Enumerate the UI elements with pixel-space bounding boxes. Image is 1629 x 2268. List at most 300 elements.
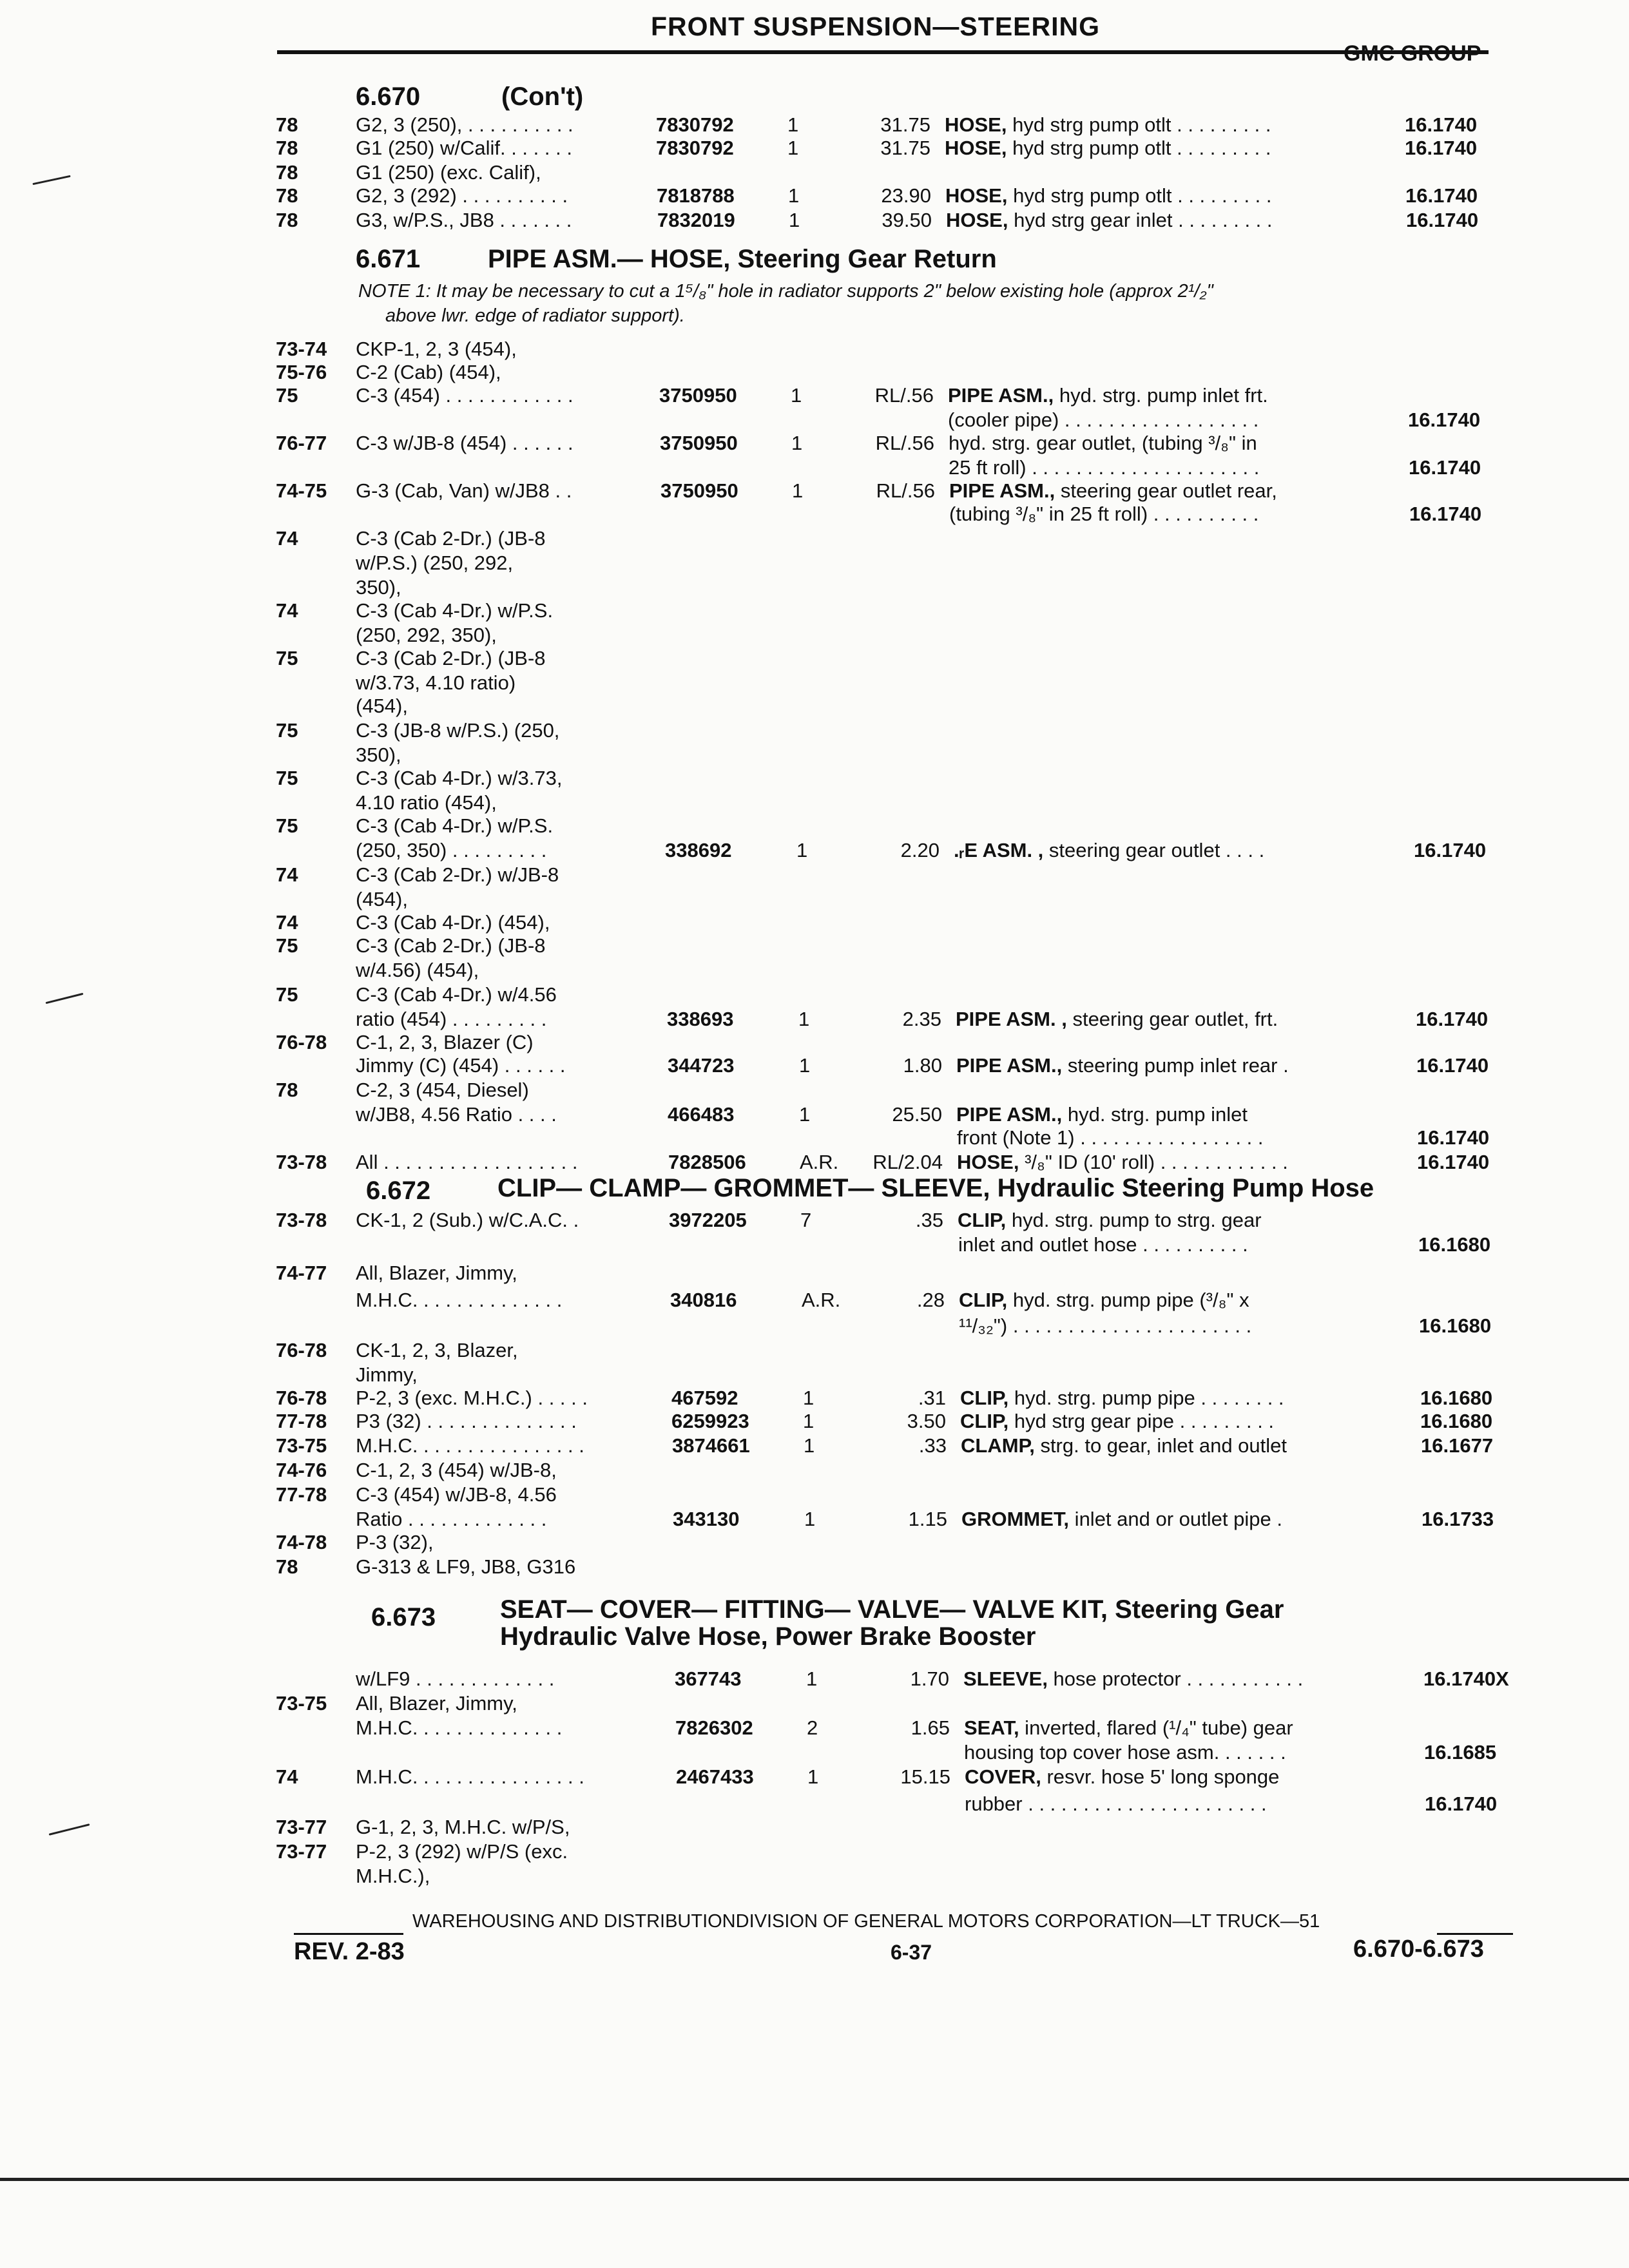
- row-application: 350),: [356, 576, 401, 599]
- row-application: (454),: [356, 695, 408, 717]
- table-row: [0, 1314, 1629, 1340]
- table-row: [0, 767, 1629, 793]
- row-application: w/P.S.) (250, 292,: [356, 552, 514, 574]
- row-description-text: hyd. strg. pump pipe (³/₈" x: [1007, 1289, 1249, 1311]
- row-application: C-3 (JB-8 w/P.S.) (250,: [356, 719, 560, 742]
- row-price: .35: [915, 1209, 943, 1231]
- row-group-number: 16.1740: [1414, 839, 1487, 861]
- row-year: 74-75: [276, 479, 327, 502]
- row-part-number: 3750950: [660, 432, 738, 454]
- row-part-number: 3750950: [659, 384, 737, 407]
- row-year: 73-74: [276, 338, 327, 360]
- row-application: C-3 (Cab 2-Dr.) (JB-8: [356, 934, 546, 957]
- row-part-number: 6259923: [671, 1410, 749, 1432]
- table-row: [0, 1792, 1629, 1818]
- row-description: [961, 1508, 1282, 1531]
- row-group-number: 16.1740: [1405, 184, 1478, 207]
- row-price: .31: [918, 1387, 946, 1409]
- table-row: [0, 624, 1629, 649]
- row-description: [945, 113, 1271, 137]
- section-title: PIPE ASM.— HOSE, Steering Gear Return: [488, 245, 997, 273]
- row-price: RL/.56: [876, 479, 935, 502]
- row-description-text: strg. to gear, inlet and outlet: [1034, 1434, 1287, 1457]
- row-application: G1 (250) (exc. Calif),: [356, 161, 541, 184]
- row-year: 77-78: [276, 1483, 327, 1506]
- row-application: (250, 292, 350),: [356, 624, 497, 646]
- table-row: [0, 1667, 1629, 1693]
- row-application: P-2, 3 (292) w/P/S (exc.: [356, 1840, 568, 1863]
- table-row: [0, 503, 1629, 528]
- row-description: [945, 184, 1272, 207]
- row-year: 76-78: [276, 1387, 327, 1409]
- row-application: ratio (454) . . . . . . . . .: [356, 1008, 547, 1030]
- row-description-name: CLIP,: [960, 1387, 1009, 1409]
- row-description-name: COVER,: [965, 1765, 1041, 1788]
- row-application: 4.10 ratio (454),: [356, 791, 497, 814]
- row-application: (454),: [356, 888, 408, 910]
- row-description-text: hyd strg gear pipe . . . . . . . . .: [1008, 1410, 1275, 1432]
- row-description: [960, 1410, 1274, 1433]
- row-year: 74-76: [276, 1459, 327, 1481]
- table-row: [0, 671, 1629, 697]
- row-year: 75: [276, 934, 298, 957]
- row-year: 73-75: [276, 1434, 327, 1457]
- table-row: [0, 1840, 1629, 1866]
- section-number: 6.673: [371, 1603, 436, 1631]
- row-description-text: (tubing ³/₈" in 25 ft roll) . . . . . . . . . .: [949, 503, 1259, 525]
- row-description: [957, 1126, 1263, 1149]
- row-application: C-3 w/JB-8 (454) . . . . . .: [356, 432, 574, 454]
- table-row: [0, 1483, 1629, 1509]
- row-description: [965, 1792, 1267, 1816]
- table-row: [0, 1079, 1629, 1104]
- row-application: G-1, 2, 3, M.H.C. w/P/S,: [356, 1816, 570, 1838]
- section-number: 6.672: [366, 1177, 431, 1205]
- table-row: [0, 1555, 1629, 1581]
- row-application: 350),: [356, 744, 401, 766]
- row-description-name: SLEEVE,: [963, 1667, 1048, 1690]
- row-year: 75: [276, 814, 298, 837]
- row-quantity: 1: [789, 209, 800, 231]
- table-row: [0, 888, 1629, 914]
- row-application: M.H.C. . . . . . . . . . . . . .: [356, 1289, 563, 1311]
- row-year: 75: [276, 384, 298, 407]
- row-description-name: CLIP,: [960, 1410, 1009, 1432]
- section-title: CLIP— CLAMP— GROMMET— SLEEVE, Hydraulic Steering Pump Hose: [497, 1174, 1374, 1202]
- row-part-number: 3972205: [669, 1209, 747, 1231]
- row-application: C-1, 2, 3, Blazer (C): [356, 1031, 534, 1053]
- row-description: [958, 1209, 1262, 1232]
- row-application: G-3 (Cab, Van) w/JB8 . .: [356, 479, 572, 502]
- table-row: [0, 1410, 1629, 1436]
- row-description-text: front (Note 1) . . . . . . . . . . . . . . . . .: [957, 1126, 1264, 1149]
- row-description: [949, 456, 1259, 479]
- row-group-number: 16.1740: [1416, 1054, 1489, 1077]
- row-quantity: 1: [807, 1765, 819, 1788]
- table-row: [0, 1692, 1629, 1718]
- row-description: [964, 1741, 1286, 1764]
- row-application: C-2 (Cab) (454),: [356, 361, 501, 383]
- row-quantity: 1: [804, 1508, 816, 1530]
- section-note: NOTE 1: It may be necessary to cut a 1⁵/₈" hole in radiator supports 2" below existing hole (approx 2¹/₂": [358, 281, 1213, 302]
- table-row: [0, 1262, 1629, 1287]
- row-year: 76-77: [276, 432, 327, 454]
- row-description: [949, 432, 1257, 455]
- row-part-number: 7826302: [675, 1716, 753, 1739]
- row-application: G1 (250) w/Calif. . . . . . .: [356, 137, 572, 159]
- row-group-number: 16.1680: [1420, 1387, 1493, 1409]
- row-description-text: (cooler pipe) . . . . . . . . . . . . . . . . . .: [948, 408, 1259, 431]
- row-year: 74-77: [276, 1262, 327, 1284]
- row-price: .28: [916, 1289, 945, 1311]
- row-application: C-3 (Cab 4-Dr.) w/P.S.: [356, 814, 554, 837]
- row-price: 23.90: [881, 184, 931, 207]
- row-application: All, Blazer, Jimmy,: [356, 1692, 517, 1715]
- row-part-number: 367743: [675, 1667, 742, 1690]
- row-part-number: 340816: [670, 1289, 737, 1311]
- row-application: M.H.C. . . . . . . . . . . . . .: [356, 1716, 563, 1739]
- row-description-name: CLIP,: [958, 1209, 1007, 1231]
- row-description-text: hyd strg pump otlt . . . . . . . . .: [1007, 137, 1271, 159]
- row-group-number: 16.1680: [1419, 1314, 1492, 1337]
- row-year: 74-78: [276, 1531, 327, 1553]
- row-description: [948, 384, 1268, 407]
- row-quantity: 1: [788, 184, 800, 207]
- table-row: [0, 791, 1629, 817]
- row-application: G2, 3 (292) . . . . . . . . . .: [356, 184, 568, 207]
- row-group-number: 16.1740: [1405, 137, 1478, 159]
- row-year: 73-77: [276, 1840, 327, 1863]
- row-description-name: HOSE,: [945, 184, 1008, 207]
- row-price: 31.75: [880, 137, 930, 159]
- row-description-text: hyd. strg. pump inlet: [1062, 1103, 1248, 1126]
- table-row: [0, 408, 1629, 434]
- row-description: [954, 839, 1264, 862]
- row-application: G3, w/P.S., JB8 . . . . . . .: [356, 209, 572, 231]
- row-description-name: SEAT,: [964, 1716, 1019, 1739]
- table-row: [0, 384, 1629, 410]
- row-description: [956, 1054, 1289, 1077]
- row-application: All . . . . . . . . . . . . . . . . . .: [356, 1151, 578, 1173]
- row-application: w/4.56) (454),: [356, 959, 479, 981]
- row-quantity: 1: [803, 1410, 815, 1432]
- table-row: [0, 1031, 1629, 1057]
- row-application: C-3 (Cab 4-Dr.) (454),: [356, 911, 550, 934]
- table-row: [0, 647, 1629, 673]
- row-price: 25.50: [892, 1103, 942, 1126]
- row-quantity: 7: [800, 1209, 812, 1231]
- row-application: Jimmy,: [356, 1363, 418, 1386]
- row-price: RL/2.04: [872, 1151, 943, 1173]
- row-description-text: hyd. strg. gear outlet, (tubing ³/₈" in: [949, 432, 1257, 454]
- row-part-number: 344723: [668, 1054, 735, 1077]
- table-row: [0, 527, 1629, 553]
- row-year: 73-78: [276, 1209, 327, 1231]
- row-description: [945, 137, 1271, 160]
- table-row: [0, 744, 1629, 769]
- table-row: [0, 1289, 1629, 1314]
- row-price: 1.70: [910, 1667, 949, 1690]
- row-description-name: HOSE,: [945, 137, 1007, 159]
- row-description: [956, 1103, 1248, 1126]
- table-row: [0, 934, 1629, 960]
- row-description: [956, 1008, 1278, 1031]
- row-year: 75: [276, 719, 298, 742]
- row-description-text: resvr. hose 5' long sponge: [1041, 1765, 1280, 1788]
- header-rule: [277, 50, 1489, 54]
- row-description-text: rubber . . . . . . . . . . . . . . . . . . . . . .: [965, 1792, 1267, 1815]
- table-row: [0, 1103, 1629, 1129]
- group-label: GMC GROUP: [1344, 41, 1481, 66]
- row-application: G2, 3 (250), . . . . . . . . . .: [356, 113, 574, 136]
- table-row: [0, 338, 1629, 363]
- row-description: [961, 1434, 1287, 1457]
- section-title: (Con't): [501, 82, 584, 111]
- row-part-number: 466483: [668, 1103, 735, 1126]
- row-quantity: 1: [792, 479, 804, 502]
- row-part-number: 7830792: [656, 137, 734, 159]
- row-application: CKP-1, 2, 3 (454),: [356, 338, 517, 360]
- row-description-text: inverted, flared (¹/₄" tube) gear: [1019, 1716, 1293, 1739]
- row-year: 78: [276, 1555, 298, 1578]
- page-number: 6-37: [891, 1941, 932, 1964]
- row-part-number: 7828506: [668, 1151, 746, 1173]
- section-title: SEAT— COVER— FITTING— VALVE— VALVE KIT, Steering Gear: [500, 1595, 1284, 1624]
- row-description-text: hyd. strg. pump pipe . . . . . . . .: [1008, 1387, 1284, 1409]
- row-application: C-3 (Cab 4-Dr.) w/3.73,: [356, 767, 563, 789]
- row-application: G-313 & LF9, JB8, G316: [356, 1555, 576, 1578]
- table-row: [0, 719, 1629, 745]
- row-description: [957, 1151, 1288, 1174]
- row-description-text: hyd strg pump otlt . . . . . . . . .: [1007, 113, 1271, 136]
- row-description: [959, 1314, 1251, 1338]
- row-description: [963, 1667, 1303, 1691]
- row-year: 75: [276, 767, 298, 789]
- table-row: [0, 479, 1629, 505]
- table-row: [0, 1816, 1629, 1841]
- row-application: w/JB8, 4.56 Ratio . . . .: [356, 1103, 557, 1126]
- row-description: [964, 1716, 1293, 1740]
- row-price: 2.35: [902, 1008, 941, 1030]
- table-row: [0, 1741, 1629, 1767]
- table-row: [0, 209, 1629, 235]
- row-year: 73-78: [276, 1151, 327, 1173]
- row-group-number: 16.1733: [1422, 1508, 1494, 1530]
- row-quantity: A.R.: [802, 1289, 841, 1311]
- section-number: 6.670: [356, 82, 421, 111]
- row-year: 78: [276, 161, 298, 184]
- table-row: [0, 432, 1629, 457]
- table-row: [0, 695, 1629, 720]
- table-row: [0, 1054, 1629, 1080]
- table-row: [0, 184, 1629, 210]
- row-description: [949, 479, 1277, 503]
- row-description-name: PIPE ASM.,: [949, 479, 1055, 502]
- table-row: [0, 1508, 1629, 1533]
- row-group-number: 16.1685: [1424, 1741, 1497, 1763]
- table-row: [0, 1387, 1629, 1412]
- table-row: [0, 1531, 1629, 1557]
- table-row: [0, 1209, 1629, 1235]
- row-description-name: PIPE ASM.,: [956, 1054, 1063, 1077]
- row-description-text: hyd. strg. pump inlet frt.: [1054, 384, 1268, 407]
- footer-text: WAREHOUSING AND DISTRIBUTIONDIVISION OF GENERAL MOTORS CORPORATION—LT TRUCK—51: [412, 1911, 1320, 1932]
- row-quantity: 1: [803, 1387, 815, 1409]
- row-description-name: PIPE ASM. ,: [956, 1008, 1067, 1030]
- row-year: 77-78: [276, 1410, 327, 1432]
- section-title: Hydraulic Valve Hose, Power Brake Booster: [500, 1622, 1036, 1651]
- row-description-text: ¹¹/₃₂") . . . . . . . . . . . . . . . . . . . . . .: [959, 1314, 1252, 1337]
- row-part-number: 467592: [671, 1387, 738, 1409]
- row-year: 74: [276, 911, 298, 934]
- table-row: [0, 161, 1629, 187]
- row-part-number: 2467433: [676, 1765, 754, 1788]
- row-description-name: CLAMP,: [961, 1434, 1035, 1457]
- row-group-number: 16.1740: [1405, 113, 1478, 136]
- row-group-number: 16.1740: [1417, 1126, 1490, 1149]
- row-description-text: hyd strg pump otlt . . . . . . . . .: [1007, 184, 1272, 207]
- row-application: Ratio . . . . . . . . . . . . .: [356, 1508, 547, 1530]
- row-description-name: PIPE ASM.,: [948, 384, 1054, 407]
- table-row: [0, 1151, 1629, 1177]
- row-quantity: 1: [791, 384, 802, 407]
- row-part-number: 7830792: [656, 113, 734, 136]
- row-description-text: steering gear outlet rear,: [1055, 479, 1277, 502]
- row-application: P3 (32) . . . . . . . . . . . . . .: [356, 1410, 577, 1432]
- row-price: 1.15: [908, 1508, 947, 1530]
- row-application: Jimmy (C) (454) . . . . . .: [356, 1054, 566, 1077]
- row-year: 73-75: [276, 1692, 327, 1715]
- row-description-text: hose protector . . . . . . . . . . .: [1047, 1667, 1304, 1690]
- row-year: 75: [276, 983, 298, 1006]
- row-group-number: 16.1740: [1406, 209, 1479, 231]
- row-quantity: 1: [791, 432, 803, 454]
- row-description: [946, 209, 1273, 232]
- row-part-number: 7818788: [657, 184, 735, 207]
- row-quantity: 1: [787, 113, 799, 136]
- row-description-name: HOSE,: [945, 113, 1007, 136]
- row-description-name: CLIP,: [959, 1289, 1008, 1311]
- row-year: 78: [276, 209, 298, 231]
- row-application: w/LF9 . . . . . . . . . . . . .: [356, 1667, 555, 1690]
- row-price: 39.50: [882, 209, 932, 231]
- row-application: C-3 (Cab 4-Dr.) w/4.56: [356, 983, 557, 1006]
- row-quantity: 1: [806, 1667, 818, 1690]
- row-description: [965, 1765, 1279, 1789]
- row-description-name: HOSE,: [946, 209, 1008, 231]
- table-row: [0, 1339, 1629, 1365]
- row-group-number: 16.1680: [1420, 1410, 1493, 1432]
- row-group-number: 16.1740: [1409, 456, 1481, 479]
- row-description: [960, 1387, 1284, 1410]
- row-application: C-3 (454) w/JB-8, 4.56: [356, 1483, 557, 1506]
- row-group-number: 16.1740: [1409, 503, 1482, 525]
- row-year: 78: [276, 184, 298, 207]
- table-row: [0, 814, 1629, 840]
- row-application: C-3 (Cab 4-Dr.) w/P.S.: [356, 599, 554, 622]
- table-row: [0, 839, 1629, 865]
- row-price: 2.20: [900, 839, 940, 861]
- row-description-text: housing top cover hose asm. . . . . . .: [964, 1741, 1286, 1763]
- table-row: [0, 911, 1629, 937]
- row-year: 73-77: [276, 1816, 327, 1838]
- table-row: [0, 1126, 1629, 1152]
- row-description-name: PIPE ASM.,: [956, 1103, 1063, 1126]
- row-price: 1.80: [903, 1054, 942, 1077]
- row-part-number: 7832019: [657, 209, 735, 231]
- row-year: 78: [276, 1079, 298, 1101]
- row-application: C-3 (454) . . . . . . . . . . . .: [356, 384, 574, 407]
- row-group-number: 16.1740: [1425, 1792, 1498, 1815]
- table-row: [0, 361, 1629, 387]
- row-quantity: 1: [787, 137, 799, 159]
- row-application: P-2, 3 (exc. M.H.C.) . . . . .: [356, 1387, 588, 1409]
- row-price: 15.15: [900, 1765, 950, 1788]
- row-application: C-2, 3 (454, Diesel): [356, 1079, 529, 1101]
- row-description-text: steering gear outlet . . . .: [1043, 839, 1265, 861]
- row-group-number: 16.1740X: [1423, 1667, 1509, 1690]
- row-description-name: GROMMET,: [961, 1508, 1070, 1530]
- row-price: RL/.56: [874, 384, 934, 407]
- bottom-rule: [0, 2178, 1629, 2181]
- row-price: 31.75: [880, 113, 930, 136]
- row-application: CK-1, 2, 3, Blazer,: [356, 1339, 518, 1361]
- row-quantity: 1: [799, 1054, 811, 1077]
- row-year: 75: [276, 647, 298, 669]
- row-year: 74: [276, 527, 298, 550]
- row-description: [958, 1233, 1248, 1256]
- table-row: [0, 113, 1629, 139]
- row-quantity: 1: [799, 1103, 811, 1126]
- row-application: w/3.73, 4.10 ratio): [356, 671, 516, 694]
- row-quantity: 1: [798, 1008, 810, 1030]
- row-quantity: 1: [796, 839, 808, 861]
- table-row: [0, 1363, 1629, 1389]
- row-price: 3.50: [907, 1410, 946, 1432]
- table-row: [0, 1008, 1629, 1033]
- row-application: M.H.C.),: [356, 1865, 430, 1887]
- row-description-text: steering gear outlet, frt.: [1066, 1008, 1278, 1030]
- row-application: C-1, 2, 3 (454) w/JB-8,: [356, 1459, 557, 1481]
- table-row: [0, 1765, 1629, 1791]
- row-application: C-3 (Cab 2-Dr.) (JB-8: [356, 527, 546, 550]
- row-description: [959, 1289, 1249, 1312]
- row-quantity: 1: [804, 1434, 815, 1457]
- row-year: 74: [276, 1765, 298, 1788]
- table-row: [0, 456, 1629, 482]
- row-price: RL/.56: [875, 432, 934, 454]
- row-part-number: 3750950: [660, 479, 738, 502]
- footer-rule-left: [294, 1933, 403, 1935]
- row-quantity: 2: [807, 1716, 818, 1739]
- row-part-number: 3874661: [672, 1434, 750, 1457]
- row-application: M.H.C. . . . . . . . . . . . . . . .: [356, 1765, 584, 1788]
- revision-label: REV. 2-83: [294, 1938, 405, 1965]
- table-row: [0, 552, 1629, 577]
- row-application: M.H.C. . . . . . . . . . . . . . . .: [356, 1434, 584, 1457]
- row-description: [948, 408, 1258, 432]
- row-application: All, Blazer, Jimmy,: [356, 1262, 517, 1284]
- table-row: [0, 1459, 1629, 1485]
- row-year: 76-78: [276, 1031, 327, 1053]
- row-description-text: hyd strg gear inlet . . . . . . . . .: [1008, 209, 1273, 231]
- row-price: .33: [918, 1434, 947, 1457]
- table-row: [0, 1233, 1629, 1259]
- table-row: [0, 576, 1629, 602]
- row-group-number: 16.1740: [1408, 408, 1481, 431]
- row-year: 78: [276, 113, 298, 136]
- table-row: [0, 959, 1629, 985]
